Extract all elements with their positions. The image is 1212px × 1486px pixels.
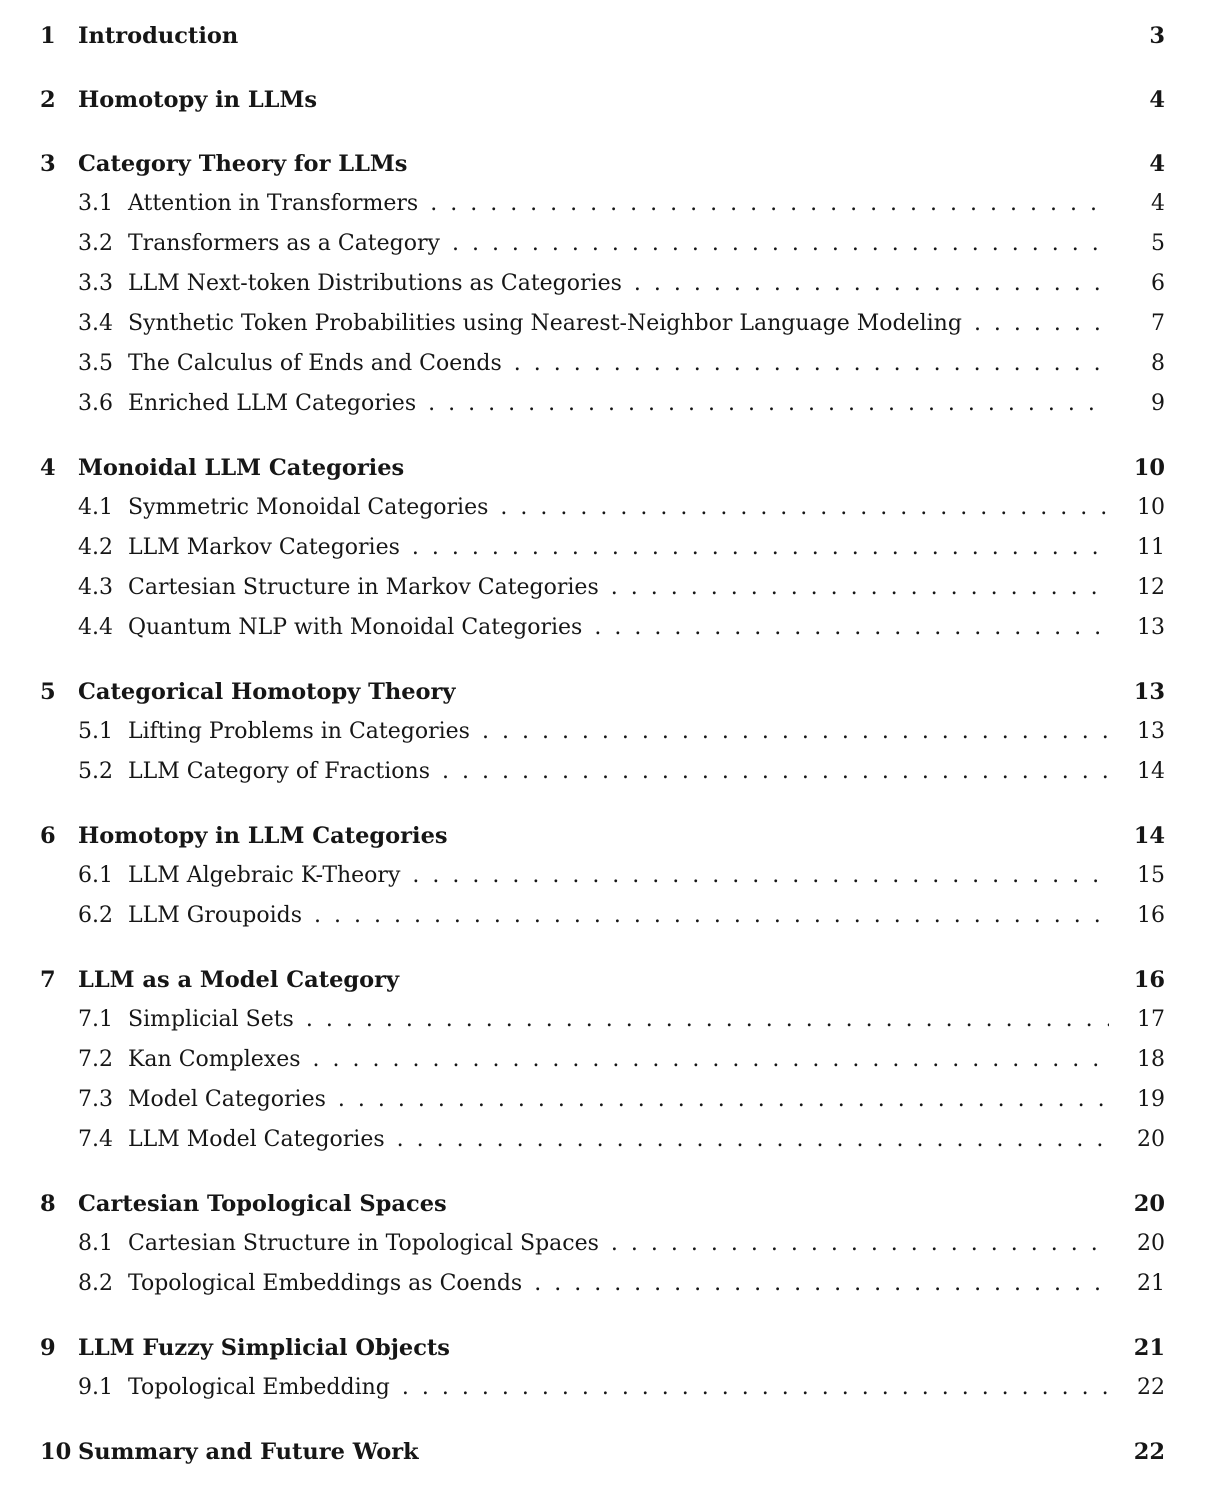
toc-page-number: 13 [1133, 679, 1165, 705]
toc-entry-number: 6.2 [78, 903, 113, 928]
toc-subsection-entry[interactable] [40, 1368, 1165, 1408]
table-of-contents [40, 16, 1165, 1472]
dot-leader [514, 344, 1109, 384]
toc-entry-number: 7.3 [78, 1087, 113, 1112]
toc-page-number: 4 [1149, 151, 1165, 177]
toc-page-number: 20 [1137, 1231, 1165, 1256]
toc-page-number: 15 [1137, 863, 1165, 888]
toc-page-number: 10 [1137, 495, 1165, 520]
toc-page-number: 4 [1149, 87, 1165, 113]
toc-entry-number: 2 [40, 87, 56, 113]
toc-page-number: 19 [1137, 1087, 1165, 1112]
toc-subsection-entry[interactable] [40, 384, 1165, 424]
toc-entry-title: Simplicial Sets [128, 1007, 294, 1032]
toc-subsection-entry[interactable] [40, 184, 1165, 224]
toc-section-entry[interactable] [40, 1432, 1165, 1472]
toc-page-number: 13 [1137, 719, 1165, 744]
toc-entry-title: Cartesian Topological Spaces [78, 1191, 447, 1217]
dot-leader [452, 224, 1109, 264]
toc-subsection-entry[interactable] [40, 568, 1165, 608]
toc-page-number: 5 [1151, 231, 1165, 256]
toc-entry-title: LLM Model Categories [128, 1127, 385, 1152]
toc-entry-number: 10 [40, 1439, 72, 1465]
toc-page-number: 8 [1151, 351, 1165, 376]
toc-entry-number: 8.1 [78, 1231, 113, 1256]
toc-entry-number: 7.2 [78, 1047, 113, 1072]
toc-entry-number: 5.2 [78, 759, 113, 784]
toc-subsection-entry[interactable] [40, 1040, 1165, 1080]
toc-subsection-entry[interactable] [40, 712, 1165, 752]
toc-subsection-entry[interactable] [40, 1224, 1165, 1264]
toc-entry-number: 4.4 [78, 615, 113, 640]
toc-entry-title: LLM Fuzzy Simplicial Objects [78, 1335, 450, 1361]
toc-entry-number: 5.1 [78, 719, 113, 744]
toc-entry-title: LLM Groupoids [128, 903, 302, 928]
dot-leader [338, 1080, 1109, 1120]
toc-entry-title: LLM Category of Fractions [128, 759, 430, 784]
toc-page-number: 7 [1151, 311, 1165, 336]
toc-subsection-entry[interactable] [40, 1120, 1165, 1160]
toc-section-entry[interactable] [40, 960, 1165, 1000]
dot-leader [442, 752, 1109, 792]
toc-entry-title: Monoidal LLM Categories [78, 455, 405, 481]
toc-entry-number: 3.1 [78, 191, 113, 216]
toc-page-number: 22 [1133, 1439, 1165, 1465]
toc-entry-title: LLM Next-token Distributions as Categories [128, 271, 622, 296]
toc-subsection-entry[interactable] [40, 344, 1165, 384]
toc-subsection-entry[interactable] [40, 1264, 1165, 1304]
toc-page-number: 20 [1137, 1127, 1165, 1152]
toc-entry-number: 8.2 [78, 1271, 113, 1296]
dot-leader [397, 1120, 1109, 1160]
dot-leader [412, 856, 1109, 896]
toc-entry-title: Quantum NLP with Monoidal Categories [128, 615, 583, 640]
toc-entry-number: 7.4 [78, 1127, 113, 1152]
toc-entry-title: Transformers as a Category [128, 231, 440, 256]
toc-page-number: 11 [1137, 535, 1165, 560]
dot-leader [974, 304, 1109, 344]
dot-leader [500, 488, 1109, 528]
toc-section-entry[interactable] [40, 16, 1165, 56]
toc-subsection-entry[interactable] [40, 224, 1165, 264]
toc-subsection-entry[interactable] [40, 1000, 1165, 1040]
toc-entry-number: 4.3 [78, 575, 113, 600]
toc-entry-title: Symmetric Monoidal Categories [128, 495, 489, 520]
dot-leader [482, 712, 1109, 752]
toc-page-number: 14 [1133, 823, 1165, 849]
toc-entry-number: 1 [40, 23, 56, 49]
toc-subsection-entry[interactable] [40, 264, 1165, 304]
toc-page-number: 16 [1133, 967, 1165, 993]
toc-entry-number: 4.2 [78, 535, 113, 560]
toc-entry-number: 3.6 [78, 391, 113, 416]
dot-leader [428, 384, 1109, 424]
dot-leader [634, 264, 1109, 304]
toc-entry-number: 7.1 [78, 1007, 113, 1032]
toc-page-number: 21 [1133, 1335, 1165, 1361]
toc-entry-number: 9.1 [78, 1375, 113, 1400]
toc-entry-number: 3.3 [78, 271, 113, 296]
toc-subsection-entry[interactable] [40, 528, 1165, 568]
toc-section-entry[interactable] [40, 80, 1165, 120]
toc-entry-number: 5 [40, 679, 56, 705]
toc-entry-title: The Calculus of Ends and Coends [128, 351, 502, 376]
toc-page-number: 20 [1133, 1191, 1165, 1217]
toc-entry-number: 8 [40, 1191, 56, 1217]
toc-entry-title: LLM Algebraic K-Theory [128, 863, 401, 888]
toc-page-number: 12 [1137, 575, 1165, 600]
dot-leader [594, 608, 1109, 648]
toc-entry-number: 6 [40, 823, 56, 849]
toc-page-number: 4 [1151, 191, 1165, 216]
toc-entry-number: 3.2 [78, 231, 113, 256]
toc-entry-title: Lifting Problems in Categories [128, 719, 470, 744]
toc-page-number: 18 [1137, 1047, 1165, 1072]
toc-subsection-entry[interactable] [40, 608, 1165, 648]
toc-page-number: 3 [1149, 23, 1165, 49]
toc-page-number: 10 [1133, 455, 1165, 481]
toc-entry-title: Kan Complexes [128, 1047, 301, 1072]
toc-entry-title: Homotopy in LLM Categories [78, 823, 448, 849]
toc-entry-title: Synthetic Token Probabilities using Nearest-Neighbor Language Modeling [128, 311, 962, 336]
toc-entry-number: 4 [40, 455, 56, 481]
dot-leader [534, 1264, 1109, 1304]
toc-page-number: 13 [1137, 615, 1165, 640]
toc-subsection-entry[interactable] [40, 752, 1165, 792]
dot-leader [430, 184, 1109, 224]
toc-page-number: 6 [1151, 271, 1165, 296]
toc-entry-title: Categorical Homotopy Theory [78, 679, 456, 705]
toc-entry-title: Introduction [78, 23, 239, 49]
dot-leader [412, 528, 1109, 568]
toc-subsection-entry[interactable] [40, 856, 1165, 896]
toc-page-number: 14 [1137, 759, 1165, 784]
toc-entry-number: 7 [40, 967, 56, 993]
toc-entry-number: 4.1 [78, 495, 113, 520]
toc-entry-title: Enriched LLM Categories [128, 391, 417, 416]
toc-entry-title: Model Categories [128, 1087, 326, 1112]
toc-entry-number: 3 [40, 151, 56, 177]
toc-page-number: 16 [1137, 903, 1165, 928]
toc-entry-title: Summary and Future Work [78, 1439, 419, 1465]
toc-entry-title: LLM as a Model Category [78, 967, 400, 993]
toc-section-entry[interactable] [40, 816, 1165, 856]
dot-leader [314, 896, 1109, 936]
toc-section-entry[interactable] [40, 448, 1165, 488]
toc-entry-title: Category Theory for LLMs [78, 151, 408, 177]
toc-subsection-entry[interactable] [40, 896, 1165, 936]
toc-subsection-entry[interactable] [40, 304, 1165, 344]
toc-section-entry[interactable] [40, 672, 1165, 712]
dot-leader [313, 1040, 1109, 1080]
toc-entry-title: Attention in Transformers [128, 191, 419, 216]
toc-page-number: 17 [1137, 1007, 1165, 1032]
toc-entry-number: 9 [40, 1335, 56, 1361]
toc-entry-title: Homotopy in LLMs [78, 87, 318, 113]
dot-leader [611, 568, 1109, 608]
toc-entry-title: Cartesian Structure in Topological Spaces [128, 1231, 599, 1256]
dot-leader [611, 1224, 1109, 1264]
dot-leader [306, 1000, 1109, 1040]
toc-entry-number: 3.5 [78, 351, 113, 376]
toc-entry-title: Topological Embeddings as Coends [128, 1271, 523, 1296]
toc-entry-number: 3.4 [78, 311, 113, 336]
toc-entry-title: Cartesian Structure in Markov Categories [128, 575, 599, 600]
toc-section-entry[interactable] [40, 1328, 1165, 1368]
toc-section-entry[interactable] [40, 144, 1165, 184]
toc-section-entry[interactable] [40, 1184, 1165, 1224]
dot-leader [402, 1368, 1109, 1408]
toc-page-number: 22 [1137, 1375, 1165, 1400]
toc-entry-number: 6.1 [78, 863, 113, 888]
toc-page-number: 21 [1137, 1271, 1165, 1296]
toc-entry-title: LLM Markov Categories [128, 535, 400, 560]
toc-entry-title: Topological Embedding [128, 1375, 390, 1400]
toc-subsection-entry[interactable] [40, 488, 1165, 528]
toc-page-number: 9 [1151, 391, 1165, 416]
toc-subsection-entry[interactable] [40, 1080, 1165, 1120]
